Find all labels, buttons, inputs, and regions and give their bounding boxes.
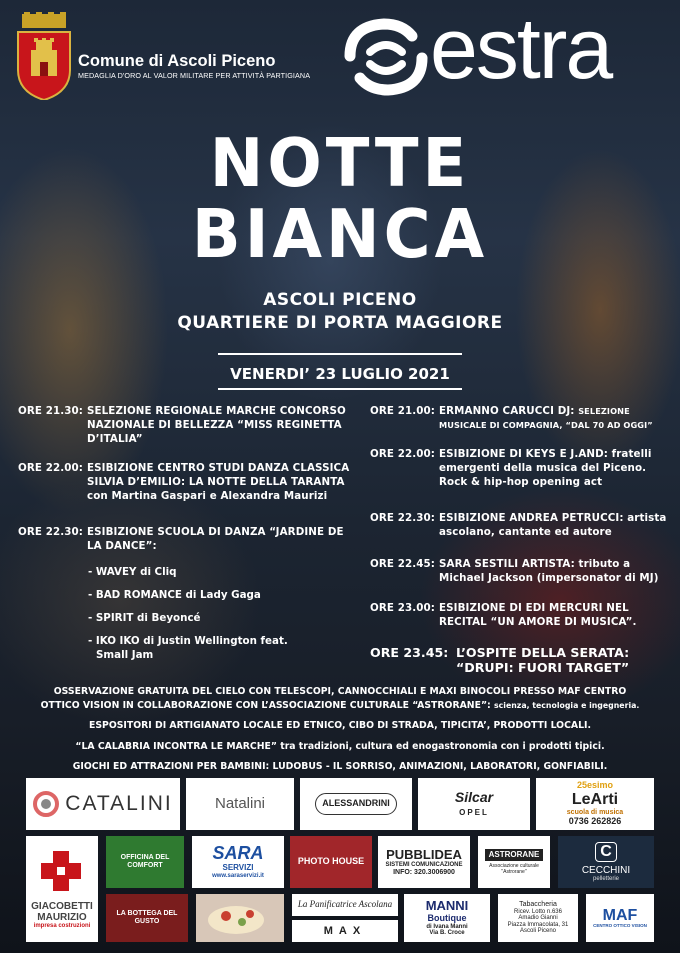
ospite-line-1: L’OSPITE DELLA SERATA: (456, 645, 630, 660)
program-row (18, 461, 358, 503)
learti-name: LeArti (571, 791, 619, 809)
sponsor-manni (404, 894, 490, 942)
tabaccheria-lotto: Ricev. Lotto n.636 (514, 908, 562, 915)
sponsor-alessandrini (300, 778, 412, 830)
sponsor-officina (106, 836, 184, 888)
bottega-name: LA BOTTEGA DEL GUSTO (116, 910, 178, 925)
program-time: ORE 22.00: (370, 448, 435, 460)
maf-sub: CENTRO OTTICO VISION (593, 923, 647, 929)
giacobetti-first: MAURIZIO (37, 911, 87, 923)
program-row (370, 511, 670, 539)
sponsor-food-photo (196, 894, 284, 942)
manni-boutique: Boutique (427, 912, 467, 923)
info-line-bold: “LA CALABRIA INCONTRA LE MARCHE” (75, 741, 277, 752)
sponsor-tabaccheria (498, 894, 578, 942)
coat-of-arms-icon (14, 12, 74, 100)
comune-subtitle: MEDAGLIA D'ORO AL VALOR MILITARE PER ATTIVITÀ PARTIGIANA (78, 71, 311, 80)
sponsor-astrorane (478, 836, 550, 888)
maf-name: MAF (602, 906, 638, 924)
manni-name: MANNI (425, 898, 469, 914)
program-desc: ESIBIZIONE ANDREA PETRUCCI: artista ascolano, cantante ed autore (439, 512, 667, 538)
info-line: OSSERVAZIONE GRATUITA DEL CIELO CON TELESCOPI, CANNOCCHIALI E MAXI BINOCOLI PRESSO MAF CENTRO (53, 686, 627, 697)
publidea-sub: SISTEMI COMUNICAZIONE (385, 862, 463, 868)
program-time: ORE 22.30: (370, 512, 435, 524)
dance-item: Small Jam (96, 649, 154, 661)
info-line (0, 741, 680, 754)
sponsor-photo-house (290, 836, 372, 888)
dance-item: - BAD ROMANCE di Lady Gaga (88, 589, 261, 601)
giacobetti-logo-icon (39, 849, 85, 895)
program-row (370, 404, 670, 432)
sponsor-giacobetti (26, 836, 98, 942)
photo-name: PHOTO HOUSE (297, 856, 365, 867)
sponsor-cecchini (558, 836, 654, 888)
sponsor-catalini (26, 778, 180, 830)
program-desc-small: SELEZIONE MUSICALE DI COMPAGNIA, “DAL 70 AD OGGI” (439, 406, 653, 430)
cecchini-name: CECCHINI (581, 864, 631, 876)
program-row (370, 447, 670, 489)
sara-sub: SERVIZI (222, 863, 254, 873)
astrorane-name: ASTRORANE (485, 849, 544, 862)
opel-name: OPEL (459, 808, 489, 818)
program-row (18, 404, 358, 446)
program-row (370, 601, 670, 629)
program-time: ORE 22.30: (18, 526, 83, 538)
info-line-rest: tra tradizioni, cultura ed enogastronomia con i prodotti tipici. (280, 741, 605, 752)
program-desc (439, 404, 670, 432)
tabaccheria-name: Tabaccheria (519, 900, 557, 908)
program-desc: ESIBIZIONE SCUOLA DI DANZA “JARDINE DE LA DANCE”: (87, 526, 344, 552)
program-time: ORE 21.00: (370, 405, 435, 417)
program-desc: ESIBIZIONE CENTRO STUDI DANZA CLASSICA SILVIA D’EMILIO: LA NOTTE DELLA TARANTA con Martina Gaspari e Alexandra Maurizi (87, 462, 350, 502)
astrorane-sub: Associazione culturale "Astrorane" (489, 863, 539, 875)
tabaccheria-city: Ascoli Piceno (519, 928, 557, 935)
natalini-name: Natalini (214, 794, 266, 812)
tabaccheria-address: Piazza Immacolata, 31 (507, 921, 569, 928)
tabaccheria-owner: Amadio Gianni (518, 915, 558, 922)
sponsor-max (292, 920, 398, 942)
sponsor-publidea (378, 836, 470, 888)
program-desc: SARA SESTILI ARTISTA: tributo a Michael Jackson (impersonator di MJ) (439, 558, 659, 584)
info-line (0, 700, 680, 713)
program-desc: ESIBIZIONE DI KEYS E J.AND: fratelli emergenti della musica del Piceno. Rock & hip-hop opening act (439, 448, 652, 488)
ospite-time: ORE 23.45: (370, 645, 449, 660)
comune-title: Comune di Ascoli Piceno (78, 52, 276, 70)
sponsor-sara (192, 836, 284, 888)
event-date: VENERDI’ 23 LUGLIO 2021 (230, 365, 450, 383)
estra-brand: estra (430, 1, 612, 97)
food-photo-icon (196, 894, 284, 942)
learti-anniversary: 25esimo (576, 780, 614, 791)
catalini-name: CATALINI (65, 792, 173, 816)
publidea-info: INFO: 320.3006900 (393, 868, 455, 876)
sponsor-learti (536, 778, 654, 830)
program-desc: ESIBIZIONE DI EDI MERCURI NEL RECITAL “UN AMORE DI MUSICA”. (439, 602, 637, 628)
info-line-main: OTTICO VISION IN COLLABORAZIONE CON L’ASSOCIAZIONE CULTURALE “ASTRORANE”: (40, 700, 491, 711)
cecchini-sub: pelletterie (592, 875, 619, 882)
sponsor-natalini (186, 778, 294, 830)
giacobetti-sub: impresa costruzioni (33, 922, 91, 929)
program-time: ORE 22.00: (18, 462, 83, 474)
giacobetti-name: GIACOBETTI (31, 900, 93, 912)
program-desc: SELEZIONE REGIONALE MARCHE CONCORSO NAZIONALE DI BELLEZZA “MISS REGINETTA D’ITALIA” (87, 405, 346, 445)
program-time: ORE 22.45: (370, 558, 435, 570)
sponsor-maf (586, 894, 654, 942)
manni-owner: di Ivana Manni (426, 923, 468, 930)
manni-address: Via B. Croce (429, 930, 465, 937)
learti-phone: 0736 262826 (568, 815, 622, 826)
estra-logo-icon (340, 16, 432, 98)
divider (218, 353, 462, 355)
program-row (370, 557, 670, 585)
sponsor-bottega (106, 894, 188, 942)
cecchini-logo-icon: C (595, 842, 617, 862)
ospite-line-2: “DRUPI: FUORI TARGET” (456, 660, 630, 675)
program-desc-main: ERMANNO CARUCCI DJ: (439, 405, 575, 417)
program-time: ORE 23.00: (370, 602, 435, 614)
info-line: GIOCHI ED ATTRAZIONI PER BAMBINI: LUDOBUS - IL SORRISO, ANIMAZIONI, LABORATORI, GONFIABILI. (72, 761, 608, 772)
dance-item: - IKO IKO di Justin Wellington feat. (88, 635, 288, 647)
info-line: ESPOSITORI DI ARTIGIANATO LOCALE ED ETNICO, CIBO DI STRADA, TIPICITA’, PRODOTTI LOCALI. (88, 720, 592, 731)
officina-name: OFFICINA DEL COMFORT (120, 854, 170, 869)
alessandrini-name: ALESSANDRINI (315, 793, 397, 815)
dance-item: - WAVEY di Cliq (88, 566, 177, 578)
subtitle-quarter: QUARTIERE DI PORTA MAGGIORE (177, 313, 503, 333)
title-line-1: NOTTE (209, 125, 471, 203)
program-row (18, 525, 358, 553)
subtitle-city: ASCOLI PICENO (263, 290, 417, 310)
learti-sub: scuola di musica (566, 808, 624, 816)
info-line-small: scienza, tecnologia e ingegneria. (494, 701, 640, 710)
program-time: ORE 21.30: (18, 405, 83, 417)
divider (218, 388, 462, 390)
panificatrice-name: La Panificatrice Ascolana (297, 899, 393, 910)
sponsor-silcar (418, 778, 530, 830)
silcar-name: Silcar (454, 788, 494, 805)
title-line-2: BIANCA (191, 196, 489, 274)
dance-item: - SPIRIT di Beyoncé (88, 612, 201, 624)
sara-name: SARA (212, 843, 264, 864)
sara-url: www.saraservizi.it (212, 873, 264, 879)
max-name: MAX (323, 924, 367, 937)
publidea-name: PUBBLIDEA (386, 846, 462, 862)
sponsor-panificatrice (292, 894, 398, 916)
catalini-logo-icon (33, 791, 59, 817)
